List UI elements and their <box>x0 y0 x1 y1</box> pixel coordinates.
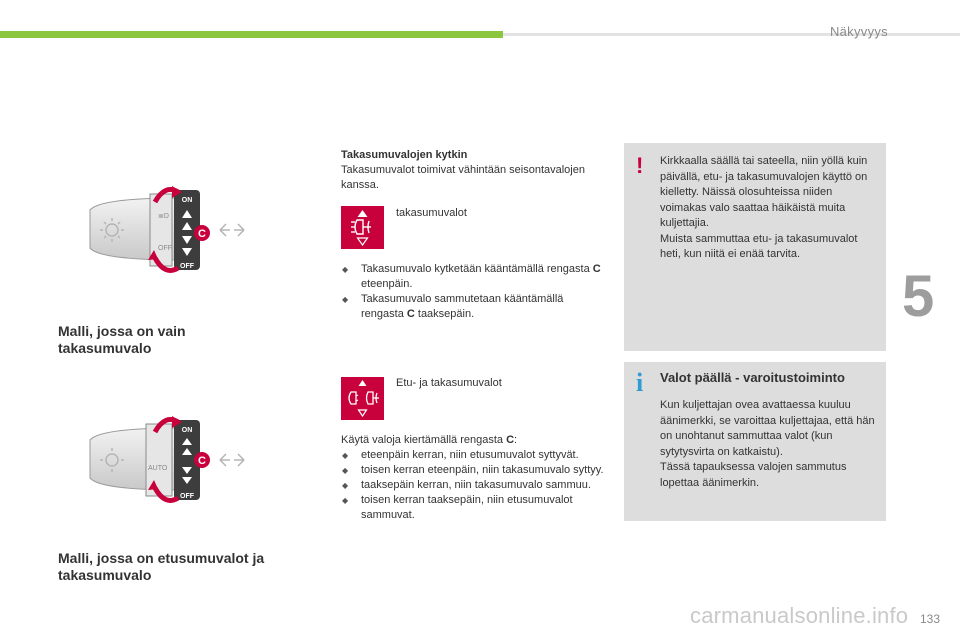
list-item: ◆ taaksepäin kerran, niin takasumuvalo sammuu. <box>341 478 606 493</box>
usage-block <box>341 433 606 523</box>
usage-list <box>341 448 606 523</box>
stalk-illustration-front-rear <box>60 410 250 510</box>
switch-description <box>341 148 591 193</box>
info-i-icon: i <box>636 368 644 397</box>
rear-fog-label: takasumuvalot <box>396 207 467 219</box>
warning-paragraph-1: Kirkkaalla säällä tai sateella, niin yöllä kuin päivällä, etu- ja takasumuvalojen käyttö on kielletty. Näissä olosuhteissa niiden voimakas valo saattaa häikäistä muita kuljettajia. <box>660 155 868 229</box>
usage-intro: Käytä valoja kiertämällä rengasta C: <box>341 434 518 446</box>
stalk-illustration-rear <box>60 180 250 280</box>
header-accent-bar <box>0 31 503 38</box>
switch-off-label: OFF <box>180 263 194 270</box>
info-paragraph-1: Kun kuljettajan ovea avattaessa kuuluu äänimerkki, se varoittaa kuljettajaa, että hän on unohtanut sammuttaa valot (kun sytytysvirta on katkaistu). <box>660 399 875 458</box>
switch2-on-label: ON <box>181 427 193 434</box>
list-item: ◆ Takasumuvalo kytketään kääntämällä rengasta C eteenpäin. <box>341 262 601 292</box>
switch-intro: Takasumuvalot toimivat vähintään seisontavalojen kanssa. <box>341 164 585 191</box>
rear-fog-icon <box>341 206 384 249</box>
chapter-number: 5 <box>902 264 935 329</box>
front-rear-fog-icon <box>341 377 384 420</box>
info-box <box>624 362 886 521</box>
page-number: 133 <box>919 612 940 626</box>
front-rear-fog-label: Etu- ja takasumuvalot <box>396 377 502 389</box>
switch-title: Takasumuvalojen kytkin <box>341 149 468 161</box>
switch-on-label: ON <box>181 197 193 204</box>
ring-c-badge-2: C <box>198 455 206 467</box>
list-item: ◆ toisen kerran eteenpäin, niin takasumuvalo syttyy. <box>341 463 606 478</box>
warning-paragraph-2: Muista sammuttaa etu- ja takasumuvalot heti, kun niitä ei enää tarvita. <box>660 232 858 260</box>
switch-auto-label: AUTO <box>148 465 168 472</box>
warning-box <box>624 143 886 351</box>
list-item: ◆ Takasumuvalo sammutetaan kääntämällä rengasta C taaksepäin. <box>341 292 601 322</box>
ring-c-badge: C <box>198 228 206 240</box>
info-title: Valot päällä - varoitustoiminto <box>660 370 845 385</box>
heading-rear-fog-only: Malli, jossa on vain takasumuvalo <box>58 323 186 356</box>
heading-front-rear-fog: Malli, jossa on etusumuvalot ja takasumuvalo <box>58 550 265 583</box>
list-item: ◆ toisen kerran taaksepäin, niin etusumuvalot sammuvat. <box>341 493 606 523</box>
switch-off-side-label: OFF <box>158 245 172 252</box>
svg-text:≣D: ≣D <box>158 213 169 220</box>
info-paragraph-2: Tässä tapauksessa valojen sammutus lopettaa äänimerkin. <box>660 461 847 489</box>
list-item: ◆ eteenpäin kerran, niin etusumuvalot syttyvät. <box>341 448 606 463</box>
switch2-off-label: OFF <box>180 493 194 500</box>
info-content <box>660 370 878 491</box>
warning-text <box>660 154 878 263</box>
header-rule <box>503 33 960 36</box>
section-title: Näkyvyys <box>829 24 888 39</box>
warning-exclamation-icon: ! <box>636 153 644 178</box>
watermark: carmanualsonline.info <box>690 603 909 628</box>
rear-fog-instructions <box>341 262 601 322</box>
